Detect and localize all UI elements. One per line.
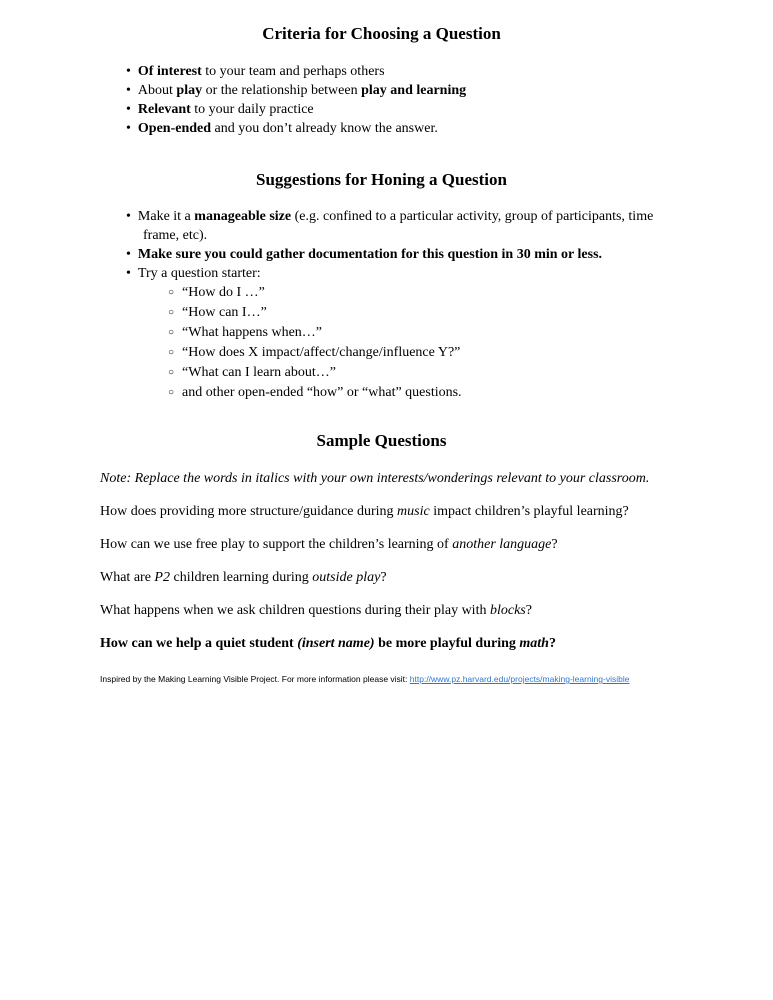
criteria-bullet-item [100, 100, 663, 119]
text-run: ? [380, 570, 387, 585]
text-run: impact children’s playful learning? [429, 504, 629, 519]
text-run: blocks [489, 603, 526, 618]
text-run: Note: Replace the words in italics with your own interests/wonderings relevant to your classroom. [100, 471, 650, 486]
text-run: math [519, 636, 549, 651]
text-run: P2 [154, 570, 170, 585]
suggestions-bullet-item [100, 207, 663, 245]
text-run: ? [548, 636, 556, 651]
suggestions-bullet-item [100, 264, 663, 403]
text-run: another language [452, 537, 552, 552]
sample-questions-list [100, 502, 663, 653]
text-run: “How can I…” [182, 305, 267, 320]
text-run: be more playful during [374, 636, 520, 651]
text-run: Make sure you could gather documentation for this question in 30 min or less. [137, 247, 603, 262]
question-starter-item [143, 283, 663, 303]
text-run: How does providing more structure/guidance during [100, 504, 398, 519]
text-run: ? [525, 603, 532, 618]
text-run: children learning during [169, 570, 313, 585]
question-starter-sublist [143, 283, 663, 403]
section-heading-suggestions: Suggestions for Honing a Question [256, 170, 507, 189]
sample-question [100, 568, 663, 587]
text-run: About [137, 83, 177, 98]
text-run: play [176, 83, 203, 98]
text-run: “How does X impact/affect/change/influence Y?” [182, 345, 461, 360]
text-run: (insert name) [297, 636, 375, 651]
text-run: “What happens when…” [182, 325, 322, 340]
text-run: manageable size [194, 209, 292, 224]
text-run: and you don’t already know the answer. [211, 121, 438, 136]
text-run: and other open-ended “how” or “what” questions. [182, 385, 462, 400]
text-run: to your daily practice [190, 102, 314, 117]
text-run: or the relationship between [202, 83, 362, 98]
text-run: music [397, 504, 430, 519]
text-run: Open-ended [137, 121, 212, 136]
text-run: How can we use free play to support the children’s learning of [100, 537, 453, 552]
text-run: “What can I learn about…” [182, 365, 336, 380]
question-starter-item [143, 363, 663, 383]
question-starter-item [143, 383, 663, 403]
text-run: Try a question starter: [137, 266, 261, 281]
suggestions-bullet-item [100, 245, 663, 264]
text-run: “How do I …” [182, 285, 265, 300]
sample-question [100, 634, 663, 653]
criteria-bullet-item [100, 119, 663, 138]
footer-text: Inspired by the Making Learning Visible Project. For more information please visit: [100, 674, 410, 684]
criteria-bullet-list [100, 62, 663, 138]
text-run: play and learning [361, 83, 467, 98]
suggestions-bullet-list [100, 207, 663, 403]
text-run: to your team and perhaps others [201, 64, 385, 79]
question-starter-item [143, 343, 663, 363]
footer-attribution [100, 674, 663, 685]
sample-question [100, 601, 663, 620]
text-run: Of interest [137, 64, 202, 79]
section-heading-sample-questions: Sample Questions [316, 431, 447, 450]
italic-note [100, 469, 663, 488]
question-starter-item [143, 323, 663, 343]
question-starter-item [143, 303, 663, 323]
text-run: How can we help a quiet student [100, 636, 298, 651]
criteria-bullet-item [100, 62, 663, 81]
text-run: Make it a [137, 209, 195, 224]
criteria-bullet-item [100, 81, 663, 100]
text-run: ? [551, 537, 558, 552]
text-run: outside play [312, 570, 381, 585]
text-run: Relevant [137, 102, 191, 117]
sample-question [100, 535, 663, 554]
sample-question [100, 502, 663, 521]
text-run: What are [100, 570, 155, 585]
section-heading-criteria: Criteria for Choosing a Question [262, 24, 501, 43]
text-run: What happens when we ask children questions during their play with [100, 603, 490, 618]
mlv-project-link[interactable]: http://www.pz.harvard.edu/projects/making-learning-visible [409, 674, 630, 684]
text-run: (e.g. confined to a particular activity, group of participants, time frame, etc). [143, 209, 654, 243]
